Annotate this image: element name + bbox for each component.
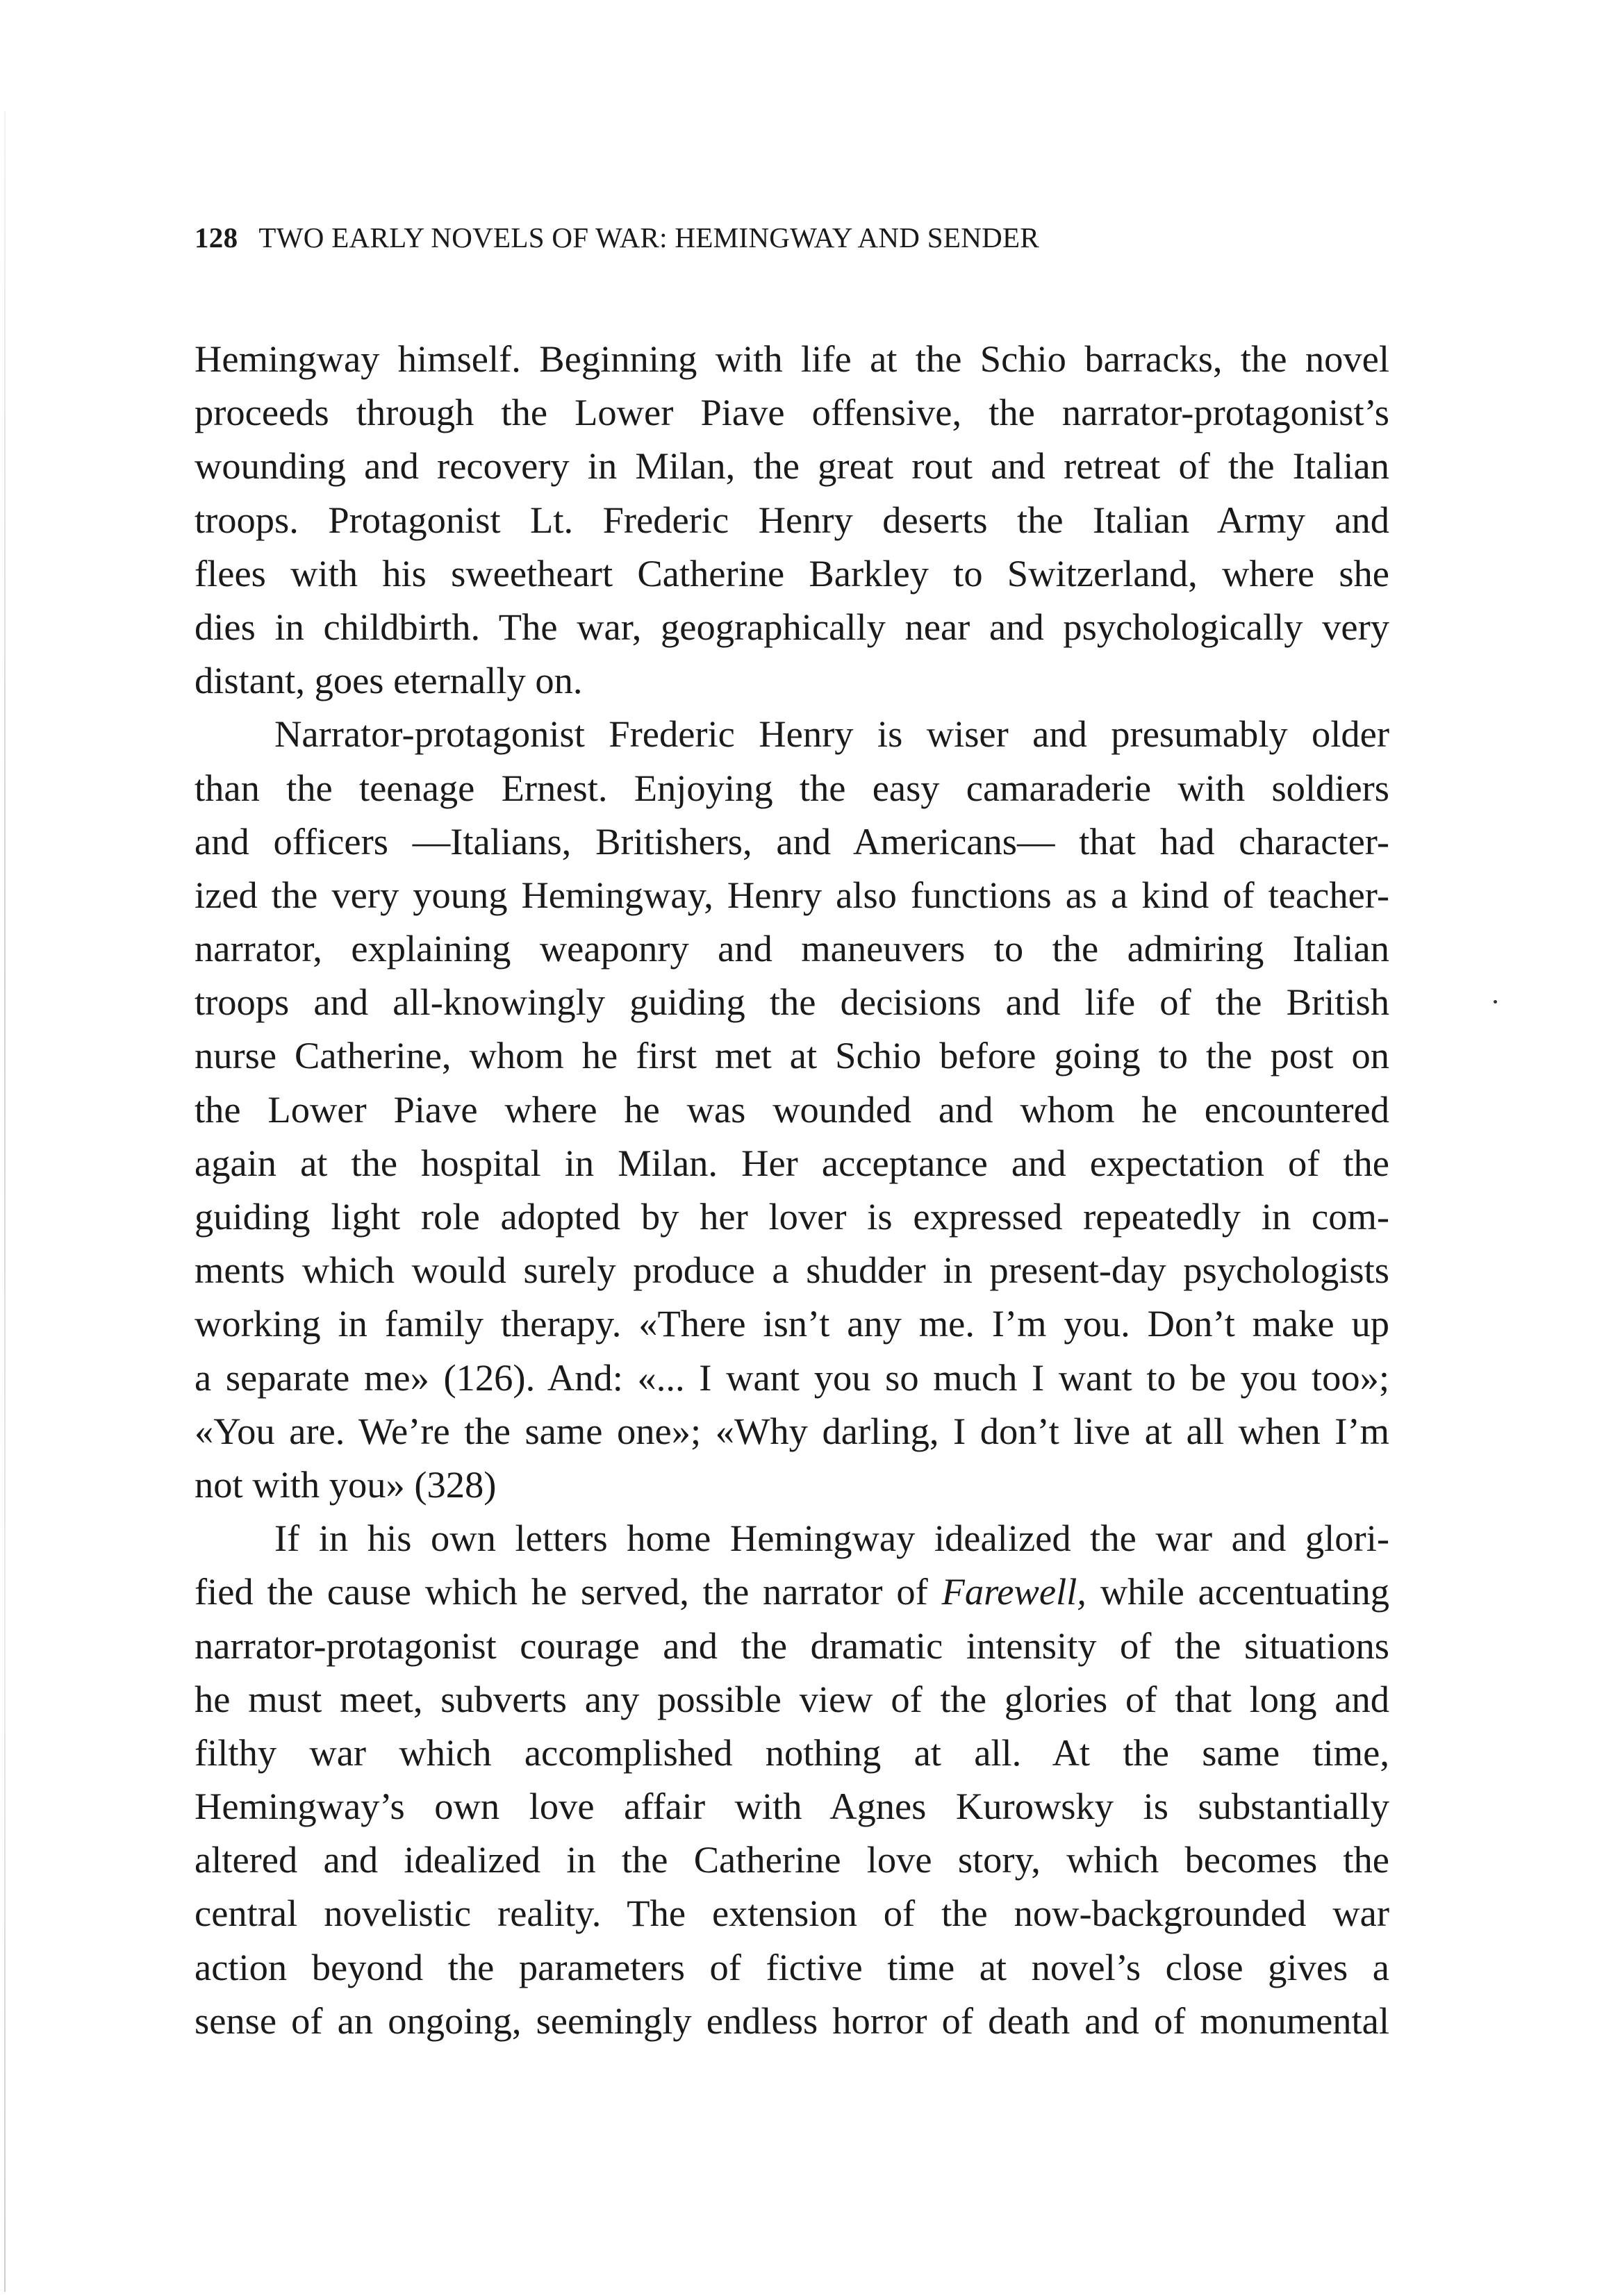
text-line: the Lower Piave where he was wounded and whom he encountered (195, 1088, 1389, 1131)
text-line: filthy war which accomplished nothing at all. At the same time, (195, 1731, 1389, 1774)
italic-title: Farewell, (941, 1570, 1086, 1613)
text-segment: while accentuating (1086, 1570, 1389, 1613)
body-text (195, 332, 1389, 2047)
text-line: troops and all-knowingly guiding the decisions and life of the British (195, 981, 1389, 1024)
text-line: again at the hospital in Milan. Her acceptance and expectation of the (195, 1141, 1389, 1184)
text-segment: fied the cause which he served, the narrator of (195, 1570, 942, 1613)
text-line: a separate me» (126). And: «... I want you so much I want to be you too»; (195, 1356, 1389, 1399)
text-line: altered and idealized in the Catherine love story, which becomes the (195, 1838, 1389, 1881)
text-line: Hemingway’s own love affair with Agnes Kurowsky is substantially (195, 1785, 1389, 1828)
text-line: flees with his sweetheart Catherine Barkley to Switzerland, where she (195, 551, 1389, 594)
text-line: guiding light role adopted by her lover is expressed repeatedly in com- (195, 1195, 1389, 1238)
paragraph (195, 1511, 1389, 2047)
text-line: working in family therapy. «There isn’t any me. I’m you. Don’t make up (195, 1302, 1389, 1345)
text-line: ized the very young Hemingway, Henry also functions as a kind of teacher- (195, 873, 1389, 916)
text-line (195, 1565, 1389, 1618)
text-line: narrator, explaining weaponry and maneuvers to the admiring Italian (195, 927, 1389, 970)
text-line: If in his own letters home Hemingway idealized the war and glori- (274, 1517, 1389, 1560)
text-line: proceeds through the Lower Piave offensive, the narrator-protagonist’s (195, 391, 1389, 434)
text-line: not with you» (328) (195, 1463, 497, 1506)
text-line: action beyond the parameters of fictive time at novel’s close gives a (195, 1945, 1389, 1988)
running-head-title: TWO EARLY NOVELS OF WAR: HEMINGWAY AND SENDER (258, 222, 1040, 253)
text-line: he must meet, subverts any possible view of the glories of that long and (195, 1677, 1389, 1720)
text-line: nurse Catherine, whom he first met at Schio before going to the post on (195, 1034, 1389, 1077)
text-line: central novelistic reality. The extension of the now-backgrounded war (195, 1892, 1389, 1935)
text-line: ments which would surely produce a shudder in present-day psychologists (195, 1249, 1389, 1292)
running-head (195, 221, 1039, 254)
text-line: than the teenage Ernest. Enjoying the easy camaraderie with soldiers (195, 766, 1389, 809)
text-line: sense of an ongoing, seemingly endless horror of death and of monumental (195, 1999, 1389, 2042)
text-line: narrator-protagonist courage and the dramatic intensity of the situations (195, 1624, 1389, 1667)
text-line: distant, goes eternally on. (195, 659, 583, 702)
page-number: 128 (195, 222, 238, 253)
scan-edge-artifact (4, 111, 6, 2292)
text-line: wounding and recovery in Milan, the great rout and retreat of the Italian (195, 444, 1389, 488)
paragraph (195, 332, 1389, 707)
text-line: «You are. We’re the same one»; «Why darling, I don’t live at all when I’m (195, 1409, 1389, 1452)
scan-speck (1494, 1000, 1497, 1004)
text-line: Narrator-protagonist Frederic Henry is wiser and presumably older (274, 713, 1389, 756)
text-line: dies in childbirth. The war, geographically near and psychologically very (195, 605, 1389, 648)
text-line: troops. Protagonist Lt. Frederic Henry deserts the Italian Army and (195, 498, 1389, 541)
paragraph (195, 707, 1389, 1511)
text-line: and officers —Italians, Britishers, and Americans— that had character- (195, 820, 1389, 863)
text-line: Hemingway himself. Beginning with life at the Schio barracks, the novel (195, 338, 1389, 380)
